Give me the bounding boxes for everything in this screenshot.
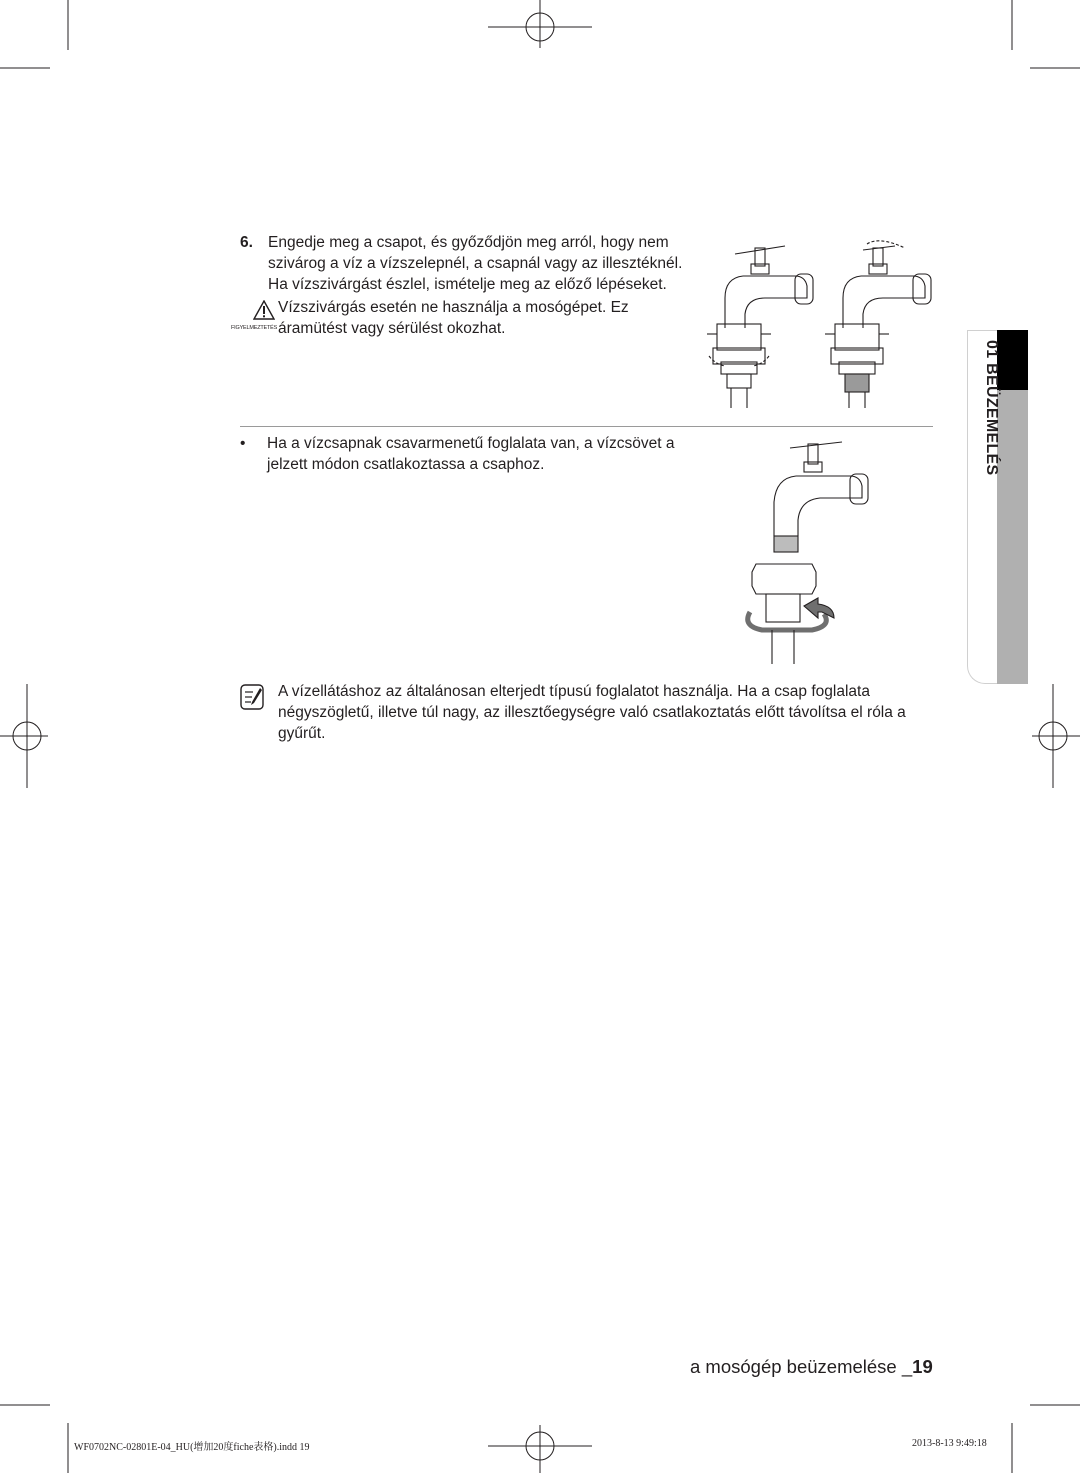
page-number: 19 — [912, 1356, 933, 1377]
note-line-1: A vízellátáshoz az általánosan elterjedt típusú foglalatot használja. Ha a csap foglalata — [278, 683, 870, 700]
section-divider — [240, 426, 933, 427]
step-number: 6. — [240, 234, 253, 251]
registration-mark-left — [0, 684, 48, 788]
imprint-date: 2013-8-13 9:49:18 — [912, 1438, 987, 1449]
warning-label: FIGYELMEZTETÉS — [231, 325, 278, 331]
page-footer — [690, 1356, 933, 1378]
step-6 — [240, 232, 700, 295]
step-6-line-1: Engedje meg a csapot, és győződjön meg arról, hogy nem — [268, 234, 669, 251]
chapter-tab-bar — [996, 390, 1028, 684]
note-text — [278, 681, 938, 744]
warning-line-2: áramütést vagy sérülést okozhat. — [278, 320, 506, 337]
bullet-line-1: Ha a vízcsapnak csavarmenetű foglalata van, a vízcsövet a — [267, 435, 675, 452]
registration-mark-top — [488, 0, 592, 48]
warning-text — [278, 297, 629, 339]
faucet-adapter-illustration — [695, 236, 945, 411]
registration-mark-bottom — [488, 1425, 592, 1473]
threaded-faucet-illustration — [742, 436, 877, 666]
warning-icon — [253, 300, 275, 320]
step-6-line-3: Ha vízszivárgást észlel, ismételje meg az előző lépéseket. — [268, 276, 667, 293]
bullet-item — [240, 433, 700, 475]
note-line-3: gyűrűt. — [278, 725, 326, 742]
bullet-line-2: jelzett módon csatlakoztassa a csaphoz. — [267, 456, 545, 473]
chapter-tab-label: 01 BEÜZEMELÉS — [983, 340, 1000, 476]
step-6-line-2: szivárog a víz a vízszelepnél, a csapnál vagy az illesztéknél. — [268, 255, 683, 272]
footer-title: a mosógép beüzemelése _ — [690, 1356, 913, 1377]
imprint-file: WF0702NC-02801E-04_HU(增加20度fiche表格).indd 19 — [74, 1442, 310, 1453]
warning-line-1: Vízszivárgás esetén ne használja a mosógépet. Ez — [278, 299, 629, 316]
note-line-2: négyszögletű, illetve túl nagy, az illesztőegységre való csatlakoztatás előtt távolítsa el róla a — [278, 704, 906, 721]
note-icon — [240, 684, 264, 710]
chapter-tab-marker — [996, 330, 1028, 390]
bullet-marker: • — [240, 435, 246, 452]
registration-mark-right — [1032, 684, 1080, 788]
